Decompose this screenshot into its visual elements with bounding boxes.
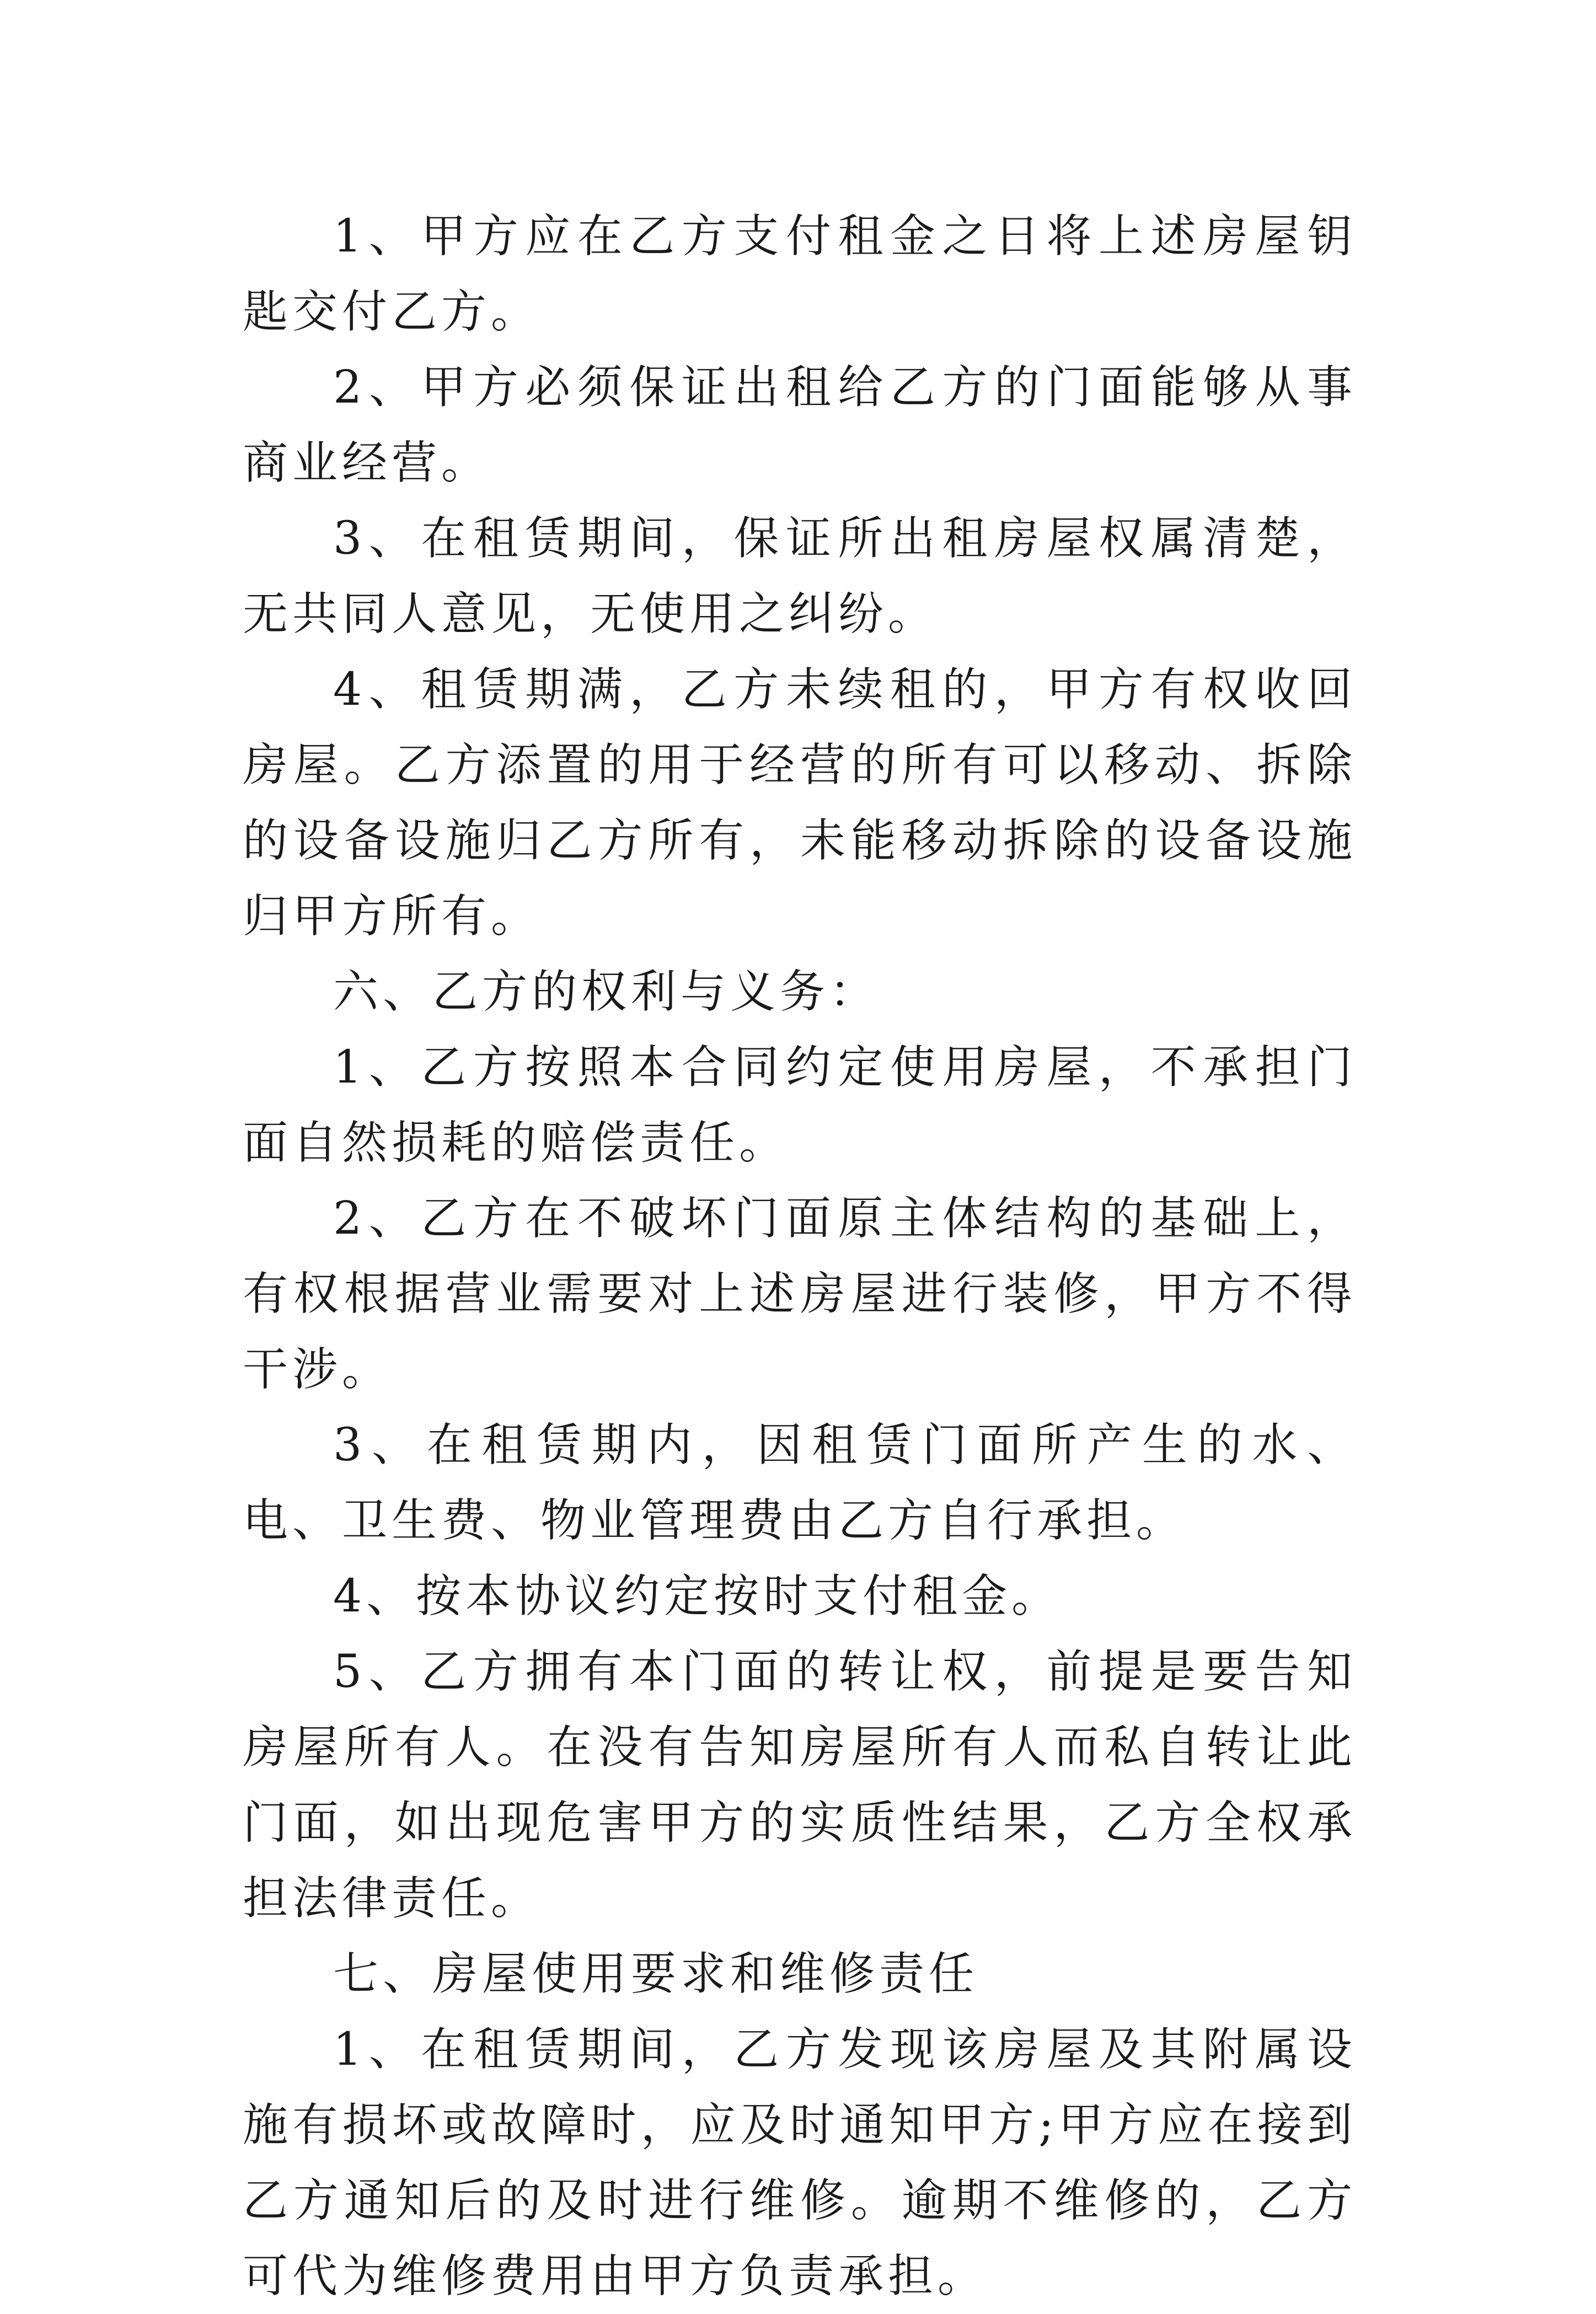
clause-6-item-3: 3、在租赁期内，因租赁门面所产生的水、电、卫生费、物业管理费由乙方自行承担。 [243,1419,1357,1547]
document-body [243,199,1357,2314]
section-heading-7: 七、房屋使用要求和维修责任 [333,1948,979,2000]
clause-5-item-3: 3、在租赁期间，保证所出租房屋权属清楚，无共同人意见，无使用之纠纷。 [243,512,1357,640]
clause-5-item-1: 1、甲方应在乙方支付租金之日将上述房屋钥匙交付乙方。 [243,210,1357,338]
section-heading-6: 六、乙方的权利与义务： [333,966,880,1018]
clause-6-item-4: 4、按本协议约定按时支付租金。 [333,1570,1062,1622]
clause-6-item-2: 2、乙方在不破坏门面原主体结构的基础上，有权根据营业需要对上述房屋进行装修，甲方不得干涉。 [243,1192,1357,1396]
clause-6-item-5: 5、乙方拥有本门面的转让权，前提是要告知房屋所有人。在没有告知房屋所有人而私自转让此门面，如出现危害甲方的实质性结果，乙方全权承担法律责任。 [243,1646,1357,1925]
clause-6-item-1: 1、乙方按照本合同约定使用房屋，不承担门面自然损耗的赔偿责任。 [243,1041,1357,1169]
clause-5-item-4: 4、租赁期满，乙方未续租的，甲方有权收回房屋。乙方添置的用于经营的所有可以移动、拆除的设备设施归乙方所有，未能移动拆除的设备设施归甲方所有。 [243,663,1357,942]
clause-7-item-1: 1、在租赁期间，乙方发现该房屋及其附属设施有损坏或故障时，应及时通知甲方;甲方应在接到乙方通知后的及时进行维修。逾期不维修的，乙方可代为维修费用由甲方负责承担。 [243,2023,1357,2302]
clause-5-item-2: 2、甲方必须保证出租给乙方的门面能够从事商业经营。 [243,361,1357,489]
